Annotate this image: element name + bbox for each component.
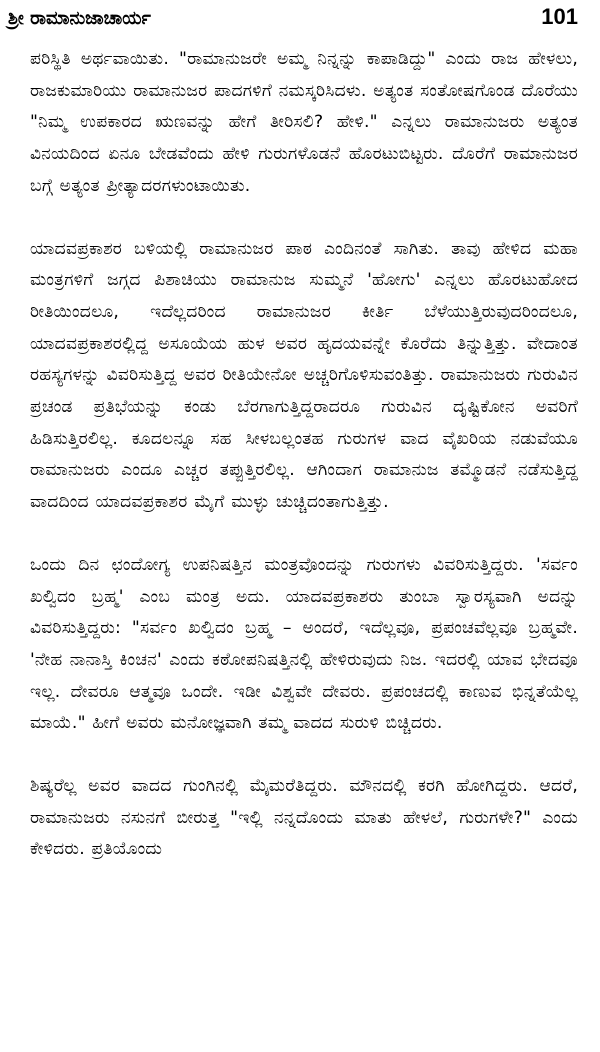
paragraph: ಒಂದು ದಿನ ಛಂದೋಗ್ಯ ಉಪನಿಷತ್ತಿನ ಮಂತ್ರವೊಂದನ್ನು ಗುರುಗಳು ವಿವರಿಸುತ್ತಿದ್ದರು. 'ಸರ್ವಂ ಖಲ್ವಿದಂ ಬ್ರಹ್ಮ' ಎಂಬ ಮಂತ್ರ ಅದು. ಯಾದವಪ್ರಕಾಶರು ತುಂಬಾ ಸ್ವಾರಸ್ಯವಾಗಿ ಅದನ್ನು ವಿವರಿಸುತ್ತಿದ್ದರು: "ಸರ್ವಂ ಖಲ್ವಿದಂ ಬ್ರಹ್ಮ – ಅಂದರೆ, ಇದೆಲ್ಲವೂ, ಪ್ರಪಂಚವೆಲ್ಲವೂ ಬ್ರಹ್ಮವೇ. 'ನೇಹ ನಾನಾಸ್ತಿ ಕಿಂಚನ' ಎಂದು ಕಠೋಪನಿಷತ್ತಿನಲ್ಲಿ ಹೇಳಿರುವುದು ನಿಜ. ಇದರಲ್ಲಿ ಯಾವ ಭೇದವೂ ಇಲ್ಲ. ದೇವರೂ ಆತ್ಮವೂ ಒಂದೇ. ಇಡೀ ವಿಶ್ವವೇ ದೇವರು. ಪ್ರಪಂಚದಲ್ಲಿ ಕಾಣುವ ಭಿನ್ನತೆಯೆಲ್ಲ ಮಾಯೆ." ಹೀಗೆ ಅವರು ಮನೋಜ್ಞವಾಗಿ ತಮ್ಮ ವಾದದ ಸುರುಳಿ ಬಿಚ್ಚಿದರು. [30, 554, 578, 734]
running-header [8, 0, 578, 38]
paragraph: ಯಾದವಪ್ರಕಾಶರ ಬಳಿಯಲ್ಲಿ ರಾಮಾನುಜರ ಪಾಠ ಎಂದಿನಂತೆ ಸಾಗಿತು. ತಾವು ಹೇಳಿದ ಮಹಾ ಮಂತ್ರಗಳಿಗೆ ಜಗ್ಗದ ಪಿಶಾಚಿಯು ರಾಮಾನುಜ ಸುಮ್ಮನೆ 'ಹೋಗು' ಎನ್ನಲು ಹೊರಟುಹೋದ ರೀತಿಯಿಂದಲೂ, ಇದೆಲ್ಲದರಿಂದ ರಾಮಾನುಜರ ಕೀರ್ತಿ ಬೆಳೆಯುತ್ತಿರುವುದರಿಂದಲೂ, ಯಾದವಪ್ರಕಾಶರಲ್ಲಿದ್ದ ಅಸೂಯೆಯ ಹುಳ ಅವರ ಹೃದಯವನ್ನೇ ಕೊರೆದು ತಿನ್ನುತ್ತಿತ್ತು. ವೇದಾಂತ ರಹಸ್ಯಗಳನ್ನು ವಿವರಿಸುತ್ತಿದ್ದ ಅವರ ರೀತಿಯೇನೋ ಅಚ್ಚರಿಗೊಳಿಸುವಂತಿತ್ತು. ರಾಮಾನುಜರು ಗುರುವಿನ ಪ್ರಚಂಡ ಪ್ರತಿಭೆಯನ್ನು ಕಂಡು ಬೆರಗಾಗುತ್ತಿದ್ದರಾದರೂ ಗುರುವಿನ ದೃಷ್ಟಿಕೋನ ಅವರಿಗೆ ಹಿಡಿಸುತ್ತಿರಲಿಲ್ಲ. ಕೂದಲನ್ನೂ ಸಹ ಸೀಳಬಲ್ಲಂತಹ ಗುರುಗಳ ವಾದ ವೈಖರಿಯ ನಡುವೆಯೂ ರಾಮಾನುಜರು ಎಂದೂ ಎಚ್ಚರ ತಪ್ಪುತ್ತಿರಲಿಲ್ಲ. ಆಗಿಂದಾಗ ರಾಮಾನುಜ ತಮ್ಮೊಡನೆ ನಡೆಸುತ್ತಿದ್ದ ವಾದದಿಂದ ಯಾದವಪ್ರಕಾಶರ ಮೈಗೆ ಮುಳ್ಳು ಚುಚ್ಚಿದಂತಾಗುತ್ತಿತ್ತು. [30, 238, 578, 513]
paragraph: ಶಿಷ್ಯರೆಲ್ಲ ಅವರ ವಾದದ ಗುಂಗಿನಲ್ಲಿ ಮೈಮರೆತಿದ್ದರು. ಮೌನದಲ್ಲಿ ಕರಗಿ ಹೋಗಿದ್ದರು. ಆದರೆ, ರಾಮಾನುಜರು ನಸುನಗೆ ಬೀರುತ್ತ "ಇಲ್ಲಿ ನನ್ನದೊಂದು ಮಾತು ಹೇಳಲೆ, ಗುರುಗಳೇ?" ಎಂದು ಕೇಳಿದರು. ಪ್ರತಿಯೊಂದು [30, 776, 578, 860]
running-title: ಶ್ರೀ ರಾಮಾನುಜಾಚಾರ್ಯ [8, 8, 151, 29]
page-number: 101 [541, 4, 578, 29]
body-text [30, 44, 578, 897]
paragraph: ಪರಿಸ್ಥಿತಿ ಅರ್ಥವಾಯಿತು. "ರಾಮಾನುಜರೇ ಅಮ್ಮ ನಿನ್ನನ್ನು ಕಾಪಾಡಿದ್ದು" ಎಂದು ರಾಜ ಹೇಳಲು, ರಾಜಕುಮಾರಿಯು ರಾಮಾನುಜರ ಪಾದಗಳಿಗೆ ನಮಸ್ಕರಿಸಿದಳು. ಅತ್ಯಂತ ಸಂತೋಷಗೊಂಡ ದೊರೆಯು "ನಿಮ್ಮ ಉಪಕಾರದ ಋಣವನ್ನು ಹೇಗೆ ತೀರಿಸಲಿ? ಹೇಳಿ." ಎನ್ನಲು ರಾಮಾನುಜರು ಅತ್ಯಂತ ವಿನಯದಿಂದ ಏನೂ ಬೇಡವೆಂದು ಹೇಳಿ ಗುರುಗಳೊಡನೆ ಹೊರಟುಬಿಟ್ಟರು. ದೊರೆಗೆ ರಾಮಾನುಜರ ಬಗ್ಗೆ ಅತ್ಯಂತ ಪ್ರೀತ್ಯಾದರಗಳುಂಟಾಯಿತು. [30, 49, 578, 196]
